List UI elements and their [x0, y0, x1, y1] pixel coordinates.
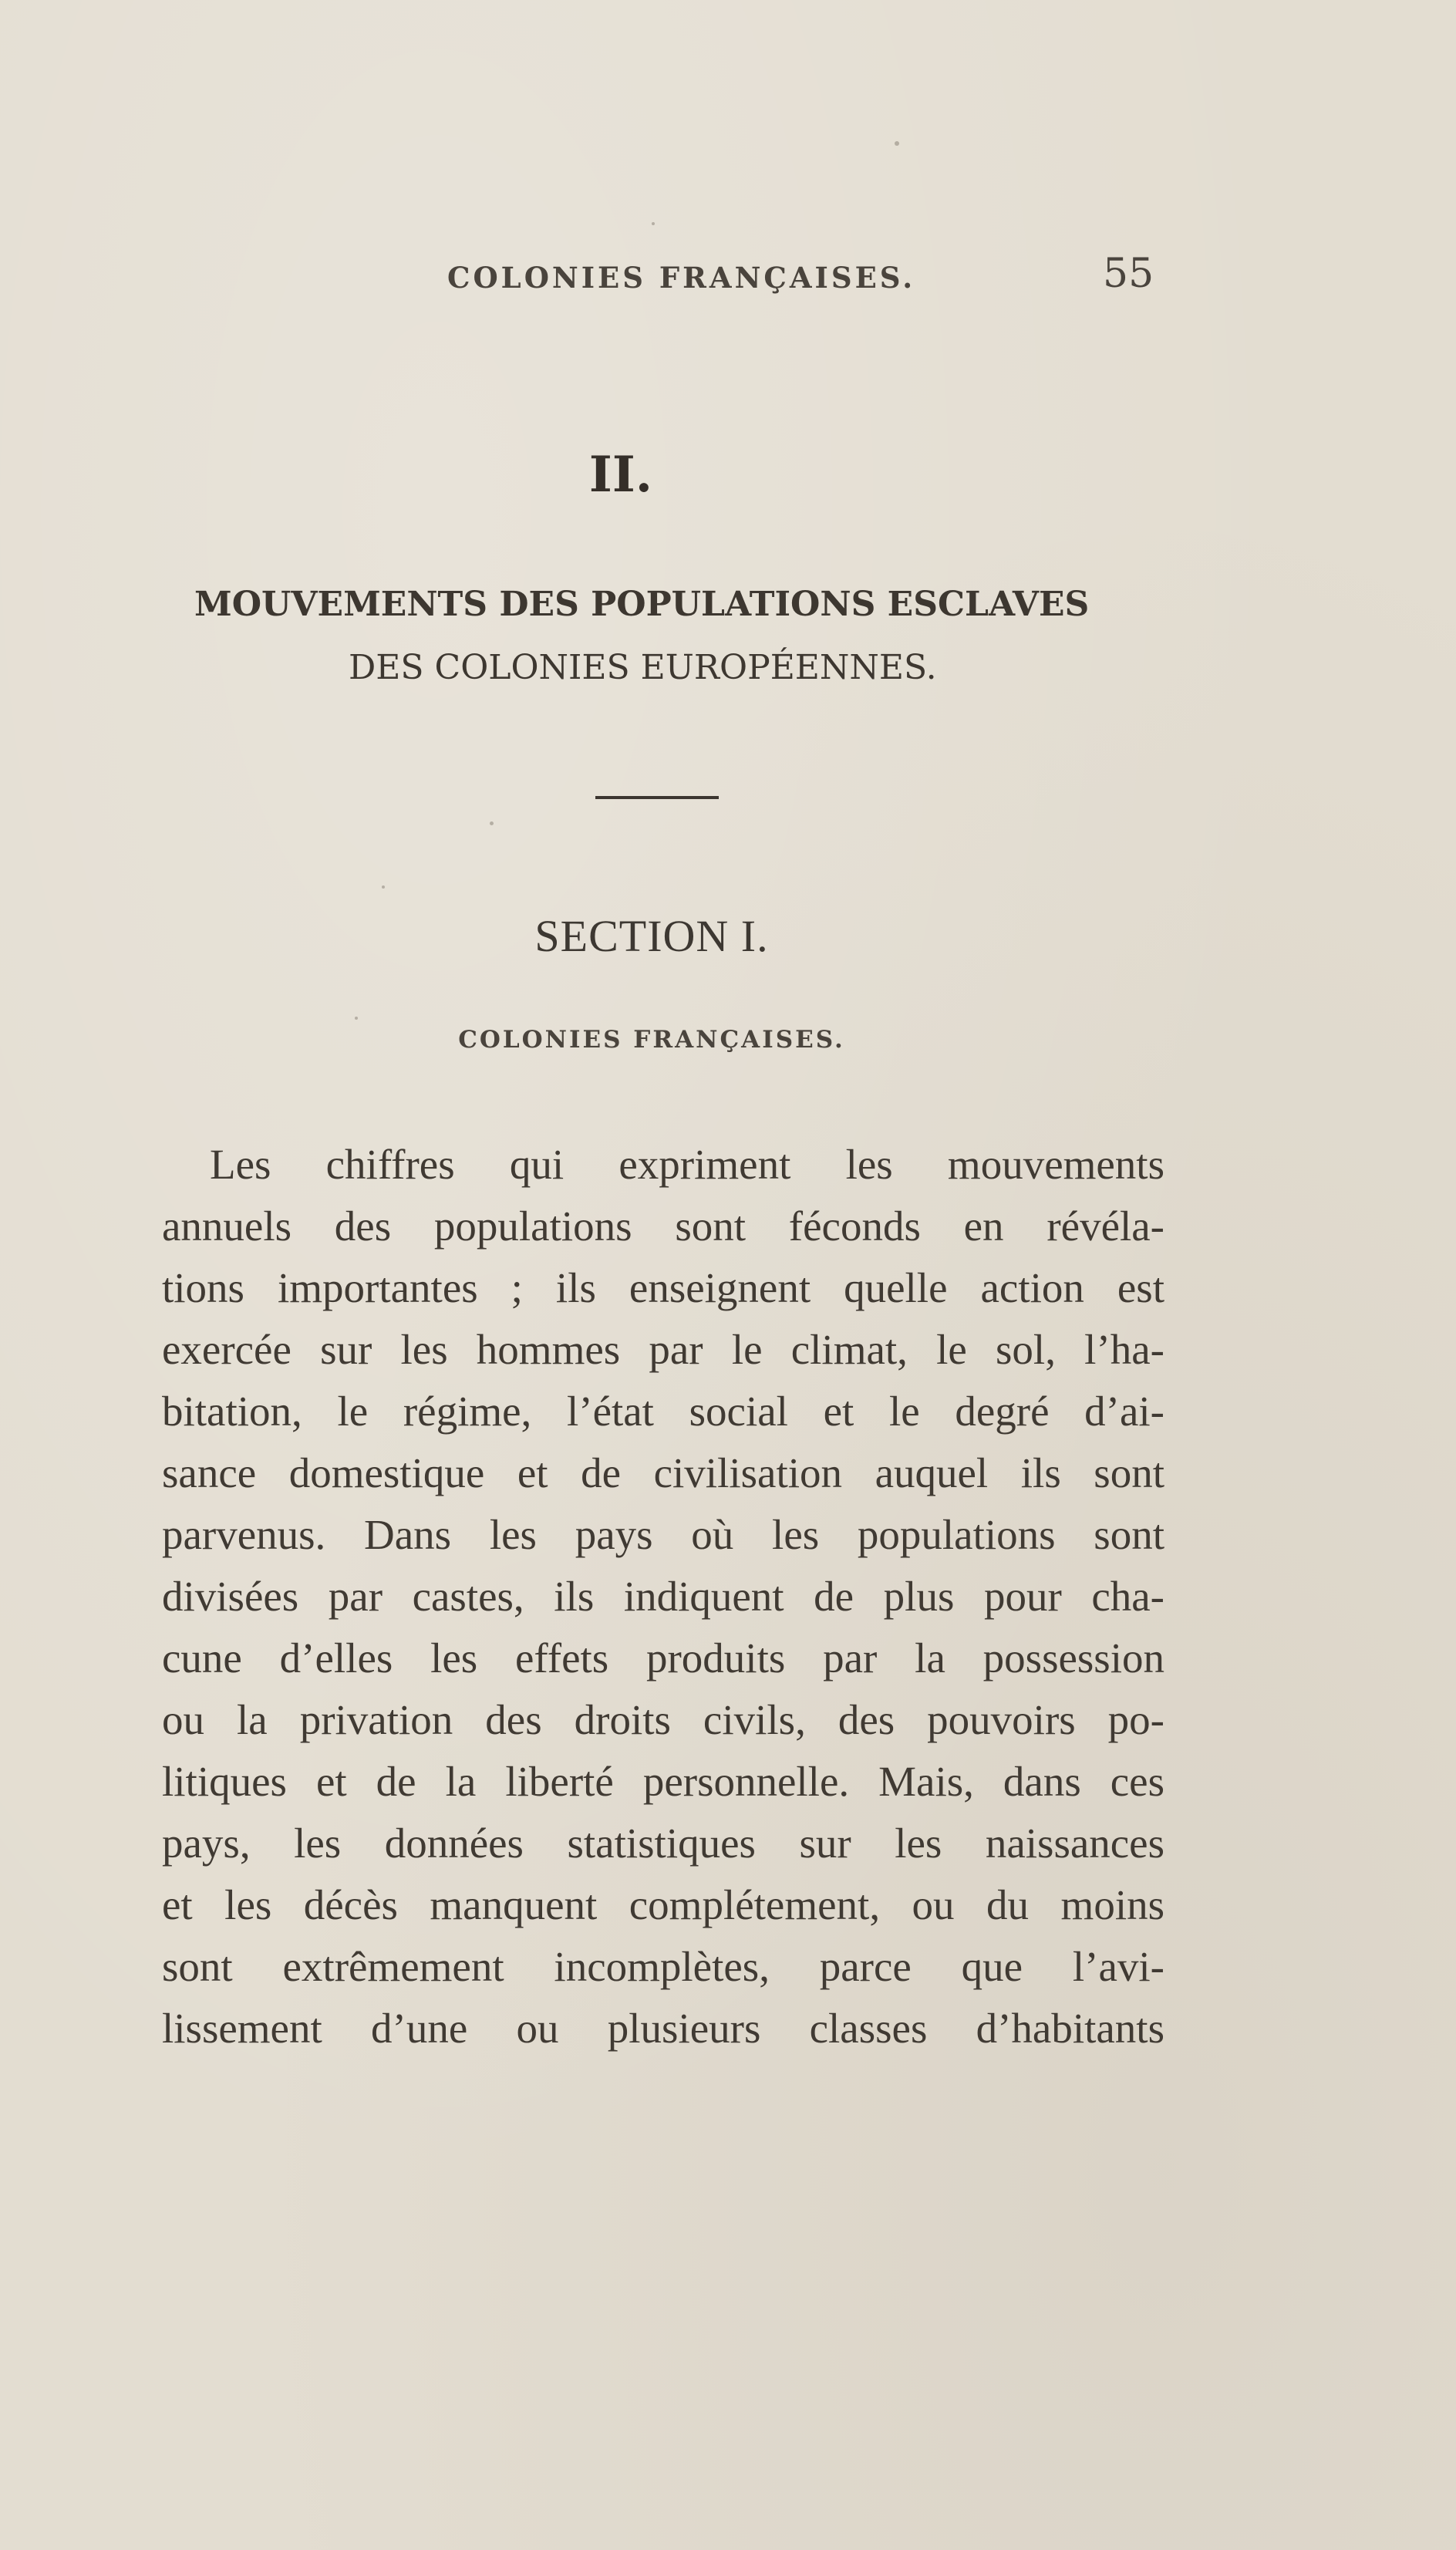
body-line: annuels des populations sont féconds en révéla-: [162, 1202, 1164, 1250]
body-line: sont extrêmement incomplètes, parce que l’avi-: [162, 1943, 1164, 1990]
body-line: Les chiffres qui expriment les mouvements: [210, 1141, 1164, 1188]
section-subtitle: COLONIES FRANÇAISES.: [458, 1026, 845, 1054]
part-title-line-1: MOUVEMENTS DES POPULATIONS ESCLAVES: [194, 585, 1090, 624]
paper-speck: [652, 222, 655, 225]
paper-speck: [355, 1017, 358, 1020]
body-line: tions importantes ; ils enseignent quelle action est: [162, 1264, 1164, 1311]
body-line: bitation, le régime, l’état social et le degré d’ai-: [162, 1388, 1164, 1435]
body-line: exercée sur les hommes par le climat, le sol, l’ha-: [162, 1326, 1164, 1373]
body-paragraph: [162, 1134, 1164, 2059]
body-line: pays, les données statistiques sur les naissances: [162, 1820, 1164, 1867]
page-number: 55: [1103, 251, 1154, 297]
body-line: litiques et de la liberté personnelle. Mais, dans ces: [162, 1758, 1164, 1805]
body-line: divisées par castes, ils indiquent de plus pour cha-: [162, 1573, 1164, 1620]
body-line: parvenus. Dans les pays où les populations sont: [162, 1511, 1164, 1558]
body-line: cune d’elles les effets produits par la possession: [162, 1634, 1164, 1681]
body-line: lissement d’une ou plusieurs classes d’habitants: [162, 2005, 1164, 2052]
body-line: sance domestique et de civilisation auquel ils sont: [162, 1449, 1164, 1496]
part-number: II.: [588, 446, 653, 504]
paper-speck: [895, 141, 899, 146]
section-title: SECTION I.: [534, 911, 769, 961]
part-title-line-2: DES COLONIES EUROPÉENNES.: [349, 648, 937, 687]
paper-speck: [490, 821, 494, 825]
section-divider: [595, 796, 719, 799]
paper-speck: [382, 885, 385, 889]
body-line: ou la privation des droits civils, des pouvoirs po-: [162, 1696, 1164, 1743]
running-head: COLONIES FRANÇAISES.: [447, 261, 916, 295]
body-line: et les décès manquent complétement, ou du moins: [162, 1881, 1164, 1928]
